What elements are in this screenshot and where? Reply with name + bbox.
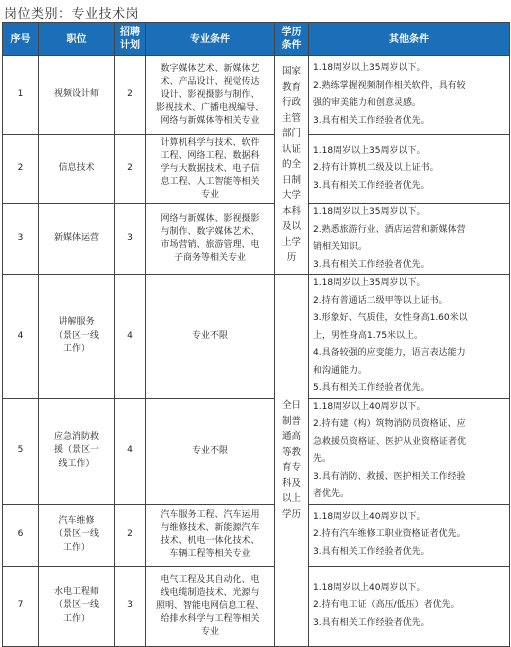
education-line: 认证 [281, 143, 301, 155]
header-position: 职位 [39, 23, 115, 56]
other-line: 3.具有相关工作经验者优先。 [313, 617, 430, 628]
major-requirement [146, 398, 275, 504]
position-name [39, 135, 115, 204]
other-requirement [309, 275, 510, 399]
education-line: 育专 [281, 462, 301, 474]
position-name [39, 275, 115, 399]
education-line: 及以 [281, 221, 301, 233]
other-line: 3.具有相关工作经验者优先。 [313, 259, 430, 270]
education-requirement [275, 275, 309, 647]
education-line: 行政 [281, 97, 301, 109]
header-other: 其他条件 [309, 23, 510, 56]
table-row [3, 204, 510, 275]
position-line: （景区一线 [53, 600, 99, 611]
education-line: 以上 [281, 493, 301, 505]
major-line: 专业 [200, 189, 219, 200]
education-line: 等教 [281, 446, 301, 458]
other-line: 1.18周岁以上35周岁以下。 [313, 145, 426, 156]
quota-count: 2 [115, 504, 146, 566]
major-line: 照明、智能电网信息工程、 [155, 600, 264, 611]
major-line: 给排水科学与工程等相关 [160, 613, 260, 624]
major-line: 术、产品设计、视觉传达 [160, 76, 260, 87]
page-title: 岗位类别：专业技术岗 [4, 7, 140, 22]
other-line: 2.持有普通话二级甲等以上证书。 [313, 295, 448, 306]
position-line: 视频设计师 [53, 89, 99, 100]
major-line: 影视技术、广播电视编导、 [155, 102, 264, 113]
row-number: 7 [3, 566, 39, 646]
major-line: 数字媒体艺术、新媒体艺 [160, 63, 260, 74]
education-line: 历 [286, 252, 297, 264]
education-line: 教育 [281, 81, 301, 93]
education-line: 本科 [281, 205, 301, 217]
position-line: 汽车维修 [58, 515, 95, 526]
other-line: 5.具有相关工作经验者优先。 [313, 383, 430, 393]
major-line: 网络与新媒体、影视摄影 [160, 214, 260, 224]
position-line: 应急消防救 [53, 431, 99, 442]
other-line: 和沟通能力。 [313, 365, 368, 376]
position-name [39, 504, 115, 566]
other-line: 1.18周岁以上40周岁以下。 [313, 582, 426, 593]
other-line: 1.18周岁以上35周岁以下。 [313, 207, 426, 217]
major-line: 网络与新媒体等相关专业 [160, 115, 260, 126]
major-line: 计算机科学与技术、软件 [160, 137, 260, 148]
position-name [39, 204, 115, 275]
row-number: 4 [3, 275, 39, 399]
major-line: 与制作、数字媒体艺术、 [160, 227, 260, 237]
other-requirement [309, 56, 510, 135]
position-line: 工作） [62, 613, 90, 624]
other-line: 3.具有相关工作经验者优先。 [313, 115, 430, 126]
other-requirement [309, 398, 510, 504]
quota-count: 4 [115, 398, 146, 504]
table-header-row [3, 23, 510, 56]
major-requirement [146, 566, 275, 646]
header-education: 学历条件 [275, 23, 309, 56]
education-line: 制普 [281, 415, 301, 427]
major-line: 车辆工程等相关专业 [169, 549, 251, 559]
other-line: 先。 [313, 454, 332, 464]
quota-count: 2 [115, 56, 146, 135]
quota-count: 2 [115, 135, 146, 204]
education-requirement [275, 56, 309, 275]
job-table [2, 22, 510, 647]
education-line: 大学 [281, 190, 301, 202]
position-line: 线工作） [58, 458, 95, 469]
other-requirement [309, 204, 510, 275]
position-line: （景区一线 [53, 529, 99, 540]
major-line: 与维修技术、新能源汽车 [160, 523, 260, 533]
table-row [3, 566, 510, 646]
position-name [39, 56, 115, 135]
position-line: （景区一线 [53, 330, 99, 341]
other-line: 1.18周岁以上40周岁以下。 [313, 401, 426, 412]
row-number: 3 [3, 204, 39, 275]
other-line: 强的审美能力和创意灵感。 [313, 98, 422, 108]
other-requirement [309, 504, 510, 566]
education-line: 国家 [281, 66, 301, 78]
position-line: 工作） [62, 344, 90, 354]
education-line: 的全 [281, 159, 301, 171]
row-number: 1 [3, 56, 39, 135]
other-line: 销相关知识。 [313, 242, 368, 252]
quota-count: 4 [115, 275, 146, 399]
other-line: 1.18周岁以上35周岁以下。 [313, 278, 426, 288]
other-line: 4.具备较强的应变能力，语言表达能力 [313, 348, 466, 358]
other-line: 2.持有计算机二级及以上证书。 [313, 163, 439, 174]
major-requirement [146, 275, 275, 399]
education-line: 部门 [281, 128, 301, 140]
other-line: 2.持有电工证（高压/低压）者优先。 [313, 600, 460, 611]
position-line: 工作） [62, 542, 90, 553]
major-line: 子商务等相关专业 [173, 253, 246, 263]
other-line: 2.熟练掌握视频制作相关软件，具有较 [313, 80, 466, 91]
table-row [3, 504, 510, 566]
major-line: 专业不限 [191, 330, 228, 341]
position-line: 新媒体运营 [53, 233, 99, 244]
major-line: 专业 [200, 626, 219, 637]
major-requirement [146, 135, 275, 204]
other-line: 2.持有汽车维修工职业资格证者优先。 [313, 529, 466, 540]
header-major: 专业条件 [146, 23, 275, 56]
major-line: 息工程、人工智能等相关 [160, 176, 260, 187]
major-line: 工程、网络工程、数据科 [160, 150, 260, 161]
table-row [3, 275, 510, 399]
position-line: 援（景区一 [53, 445, 99, 456]
major-line: 汽车服务工程、汽车运用 [160, 510, 260, 520]
row-number: 6 [3, 504, 39, 566]
position-line: 水电工程师 [53, 586, 99, 597]
other-line: 1.18周岁以上40周岁以下。 [313, 511, 426, 522]
other-requirement [309, 135, 510, 204]
other-line: 3.具有相关工作经验者优先。 [313, 546, 430, 557]
other-line: 3.具有消防、救援、医护相关工作经验 [313, 471, 466, 482]
major-line: 电气工程及其自动化、电 [160, 574, 260, 585]
education-line: 主管 [281, 112, 301, 124]
major-line: 市场营销、旅游管理、电 [160, 240, 260, 250]
education-line: 科及 [281, 477, 301, 489]
other-line: 2.熟悉旅游行业、酒店运营和新媒体营 [313, 224, 466, 235]
education-line: 通高 [281, 431, 301, 443]
header-quota: 招聘计划 [115, 23, 146, 56]
major-line: 专业不限 [191, 445, 228, 456]
education-line: 上学 [281, 236, 301, 248]
header-no: 序号 [3, 23, 39, 56]
education-line: 日制 [281, 174, 301, 186]
major-line: 设计、影视摄影与制作、 [160, 89, 260, 100]
major-line: 学与大数据技术、电子信 [160, 163, 260, 174]
position-line: 信息技术 [58, 163, 95, 174]
row-number: 2 [3, 135, 39, 204]
other-line: 3.具有相关工作经验者优先。 [313, 180, 430, 191]
table-row [3, 56, 510, 135]
other-line: 急救援员资格证、医护从业资格证者优 [313, 436, 467, 447]
major-line: 线电缆制造技术、光源与 [160, 587, 260, 598]
position-line: 讲解服务 [58, 317, 95, 327]
position-name [39, 566, 115, 646]
major-requirement [146, 56, 275, 135]
other-line: 3.形象好、气质佳，女性身高1.60米以 [313, 313, 468, 323]
other-line: 2.持有建（构）筑物消防员资格证、应 [313, 419, 466, 429]
education-line: 学历 [281, 508, 301, 520]
other-line: 上，男性身高1.75米以上。 [313, 330, 424, 341]
major-line: 技术、机电一体化技术、 [160, 536, 260, 546]
table-row [3, 135, 510, 204]
quota-count: 3 [115, 566, 146, 646]
major-requirement [146, 504, 275, 566]
other-line: 1.18周岁以上35周岁以下。 [313, 63, 426, 73]
row-number: 5 [3, 398, 39, 504]
other-line: 者优先。 [313, 489, 350, 499]
quota-count: 3 [115, 204, 146, 275]
major-requirement [146, 204, 275, 275]
position-name [39, 398, 115, 504]
other-requirement [309, 566, 510, 646]
education-line: 全日 [281, 400, 301, 412]
table-row [3, 398, 510, 504]
